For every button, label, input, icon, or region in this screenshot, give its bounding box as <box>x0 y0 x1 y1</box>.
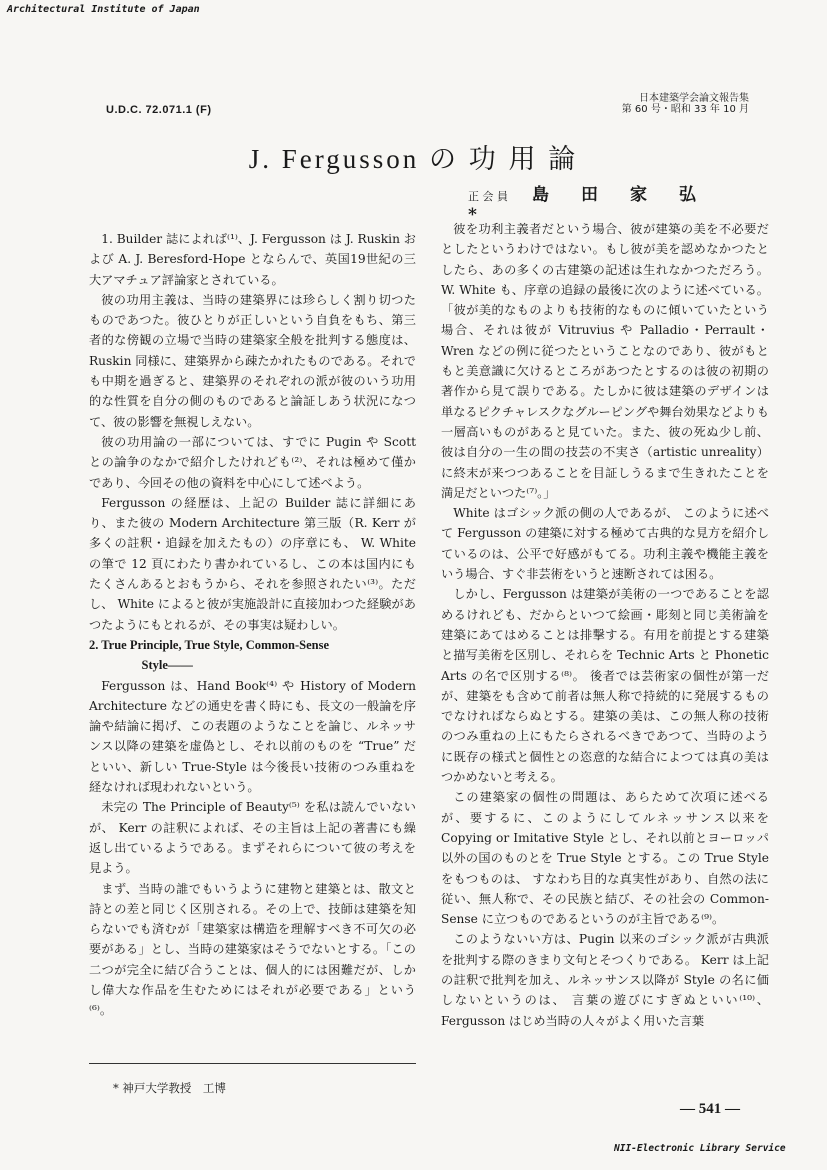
author-role: 正 会 員 <box>468 190 508 203</box>
body-paragraph: この建築家の個性の問題は、あらためて次項に述べるが、要するに、このようにしてルネッサンス以来を Copying or Imitative Style とし、それ以前とヨーロッパ以外の国のものとを True Style とする。この True Style をもつものは、 すなわち目的な真実性があり、自然の法に従い、無人称で、その民族と結び、その社会の Common-Sense に立つものであるというのが主旨である⁽⁹⁾。 <box>441 790 769 927</box>
body-paragraph: Fergusson の経歴は、上記の Builder 誌に詳細にあり、また彼の Modern Architecture 第三版（R. Kerr が多くの註釈・追録を加えたもの）の序章にも、 W. White の筆で 12 頁にわたり書かれているし、この本は国内にもたくさんあるとおもうから、それを参照されたい⁽³⁾。ただし、 White によると彼が実施設計に直接加わつた経験があつたようにもとれるが、その事実は疑わしい。 <box>89 495 416 632</box>
footnote-divider <box>89 1063 416 1064</box>
body-paragraph: このようないい方は、Pugin 以来のゴシック派が古典派を批判する際のきまり文句とそつくりである。 Kerr は上記の註釈で批判を加え、ルネッサンス以降が Style の名に価しないというのは、 言葉の遊びにすぎぬといい⁽¹⁰⁾、 Fergusson はじめ当時の人々がよく用いた言葉 <box>441 932 769 1028</box>
page-number: — 541 — <box>680 1101 740 1117</box>
left-column <box>89 229 416 1021</box>
body-paragraph: まず、当時の誰でもいうように建物と建築とは、散文と詩との差と同じく区別される。その上で、技師は建築を知らないでも済むが「建築家は構造を理解すべき不可欠の必要がある」とし、当時の建築家はそうでないとする。「この二つが完全に結び合うことは、個人的には困難だが、しかし偉大な作品を生むためにはそれが必要である」という⁽⁶⁾。 <box>89 881 416 1018</box>
section-heading: Style—— <box>141 658 193 673</box>
section-heading: 2. True Principle, True Style, Common-Sense <box>89 637 330 652</box>
right-column <box>441 219 769 1031</box>
library-footer: NII-Electronic Library Service <box>614 1143 786 1154</box>
body-paragraph: 彼を功利主義者だという場合、彼が建築の美を不必要だとしたというわけではない。もし彼が美を認めなかつたとしたら、あの多くの古建築の記述は生れなかつただろう。W. White も、序章の追録の最後に次のように述べている。「彼が美的なものよりも技術的なものに傾いていたという場合、それは彼が Vitruvius や Palladio・Perrault・Wren などの例に従つたということなのであり、彼がもともと美意識に欠けるところがあつたとするのは彼の初期の著作から見て誤りである。たしかに彼は建築のデザインは単なるピクチャレスクなグルーピングや舞台効果などよりも一層高いものがあると見ていた。また、彼の死ぬ少し前、彼は自分の一生の間の技芸の不実さ（artistic unreality）に終末が来つつあることを目証しうるまで生きれたことを満足だといつた⁽⁷⁾。」 <box>441 222 769 500</box>
author-footnote: * 神戸大学教授 工博 <box>113 1081 226 1095</box>
body-paragraph: Fergusson は、Hand Book⁽⁴⁾ や History of Modern Architecture などの通史を書く時にも、長文の一般論を序論や結論に掲げ、この表題のようなことを論じ、ルネッサンス以降の建築を虚偽とし、それ以前のものを “True” だといい、新しい True-Style は今後長い技術のつみ重ねを経なければ現われないという。 <box>89 678 416 795</box>
body-paragraph: 彼の功用論の一部については、すでに Pugin や Scott との論争のなかで紹介したけれども⁽²⁾、それは極めて僅かであり、今回その他の資料を中心にして述べよう。 <box>89 434 416 490</box>
author-name: 島田家弘* <box>468 185 728 225</box>
body-paragraph: 未完の The Principle of Beauty⁽⁵⁾ を私は読んでいないが、 Kerr の註釈によれば、その主旨は上記の著書にも繰返し出ているようである。まずそれらについて彼の考えを見よう。 <box>89 800 416 876</box>
body-paragraph: 彼の功用主義は、当時の建築界には珍らしく割り切つたものであつた。彼ひとりが正しいという自負をもち、第三者的な傍観の立場で当時の建築家全般を批判する態度は、Ruskin 同様に、建築界から疎たかれたものである。それでも中期を過ぎると、建築界のそれぞれの派が彼のいう功用的な性質を自分の側のものであると論証しあう状況になつて、彼の影響を無視しえない。 <box>89 292 416 429</box>
body-paragraph: しかし、Fergusson は建築が美術の一つであることを認めるけれども、だからといつて絵画・彫刻と同じ美術論を建築にあてはめることは排撃する。有用を前提とする建築と描写美術を区別し、それらを Technic Arts と Phonetic Arts の名で区別する⁽⁸⁾。 後者では芸術家の個性が第一だが、建築をも含めて前者は無人称で持続的に発展するものでなければならぬとする。建築の美は、この無人称の技術のつみ重ねの上にもたらされるべきであつて、当時のように既存の様式と個性との恣意的な結合によつては真の美はつかめないと考える。 <box>441 587 769 785</box>
journal-info <box>622 93 749 115</box>
journal-issue: 第 60 号・昭和 33 年 10 月 <box>621 104 749 115</box>
paper-title: J. Fergusson の 功 用 論 <box>248 144 579 174</box>
journal-name: 日本建築学会論文報告集 <box>639 93 749 104</box>
body-paragraph: 1. Builder 誌によれば⁽¹⁾、J. Fergusson は J. Ruskin および A. J. Beresford-Hope とならんで、英国19世紀の三大アマチュア評論家とされている。 <box>89 232 416 287</box>
body-paragraph: White はゴシック派の側の人であるが、 このように述べて Fergusson の建築に対する極めて古典的な見方を紹介しているのは、公平で好感がもてる。功利主義や機能主義をいう場合、すぐ非芸術をいうと速断されては困る。 <box>441 506 769 582</box>
institute-header: Architectural Institute of Japan <box>7 4 200 15</box>
udc-code: U.D.C. 72.071.1 (F) <box>106 104 212 116</box>
